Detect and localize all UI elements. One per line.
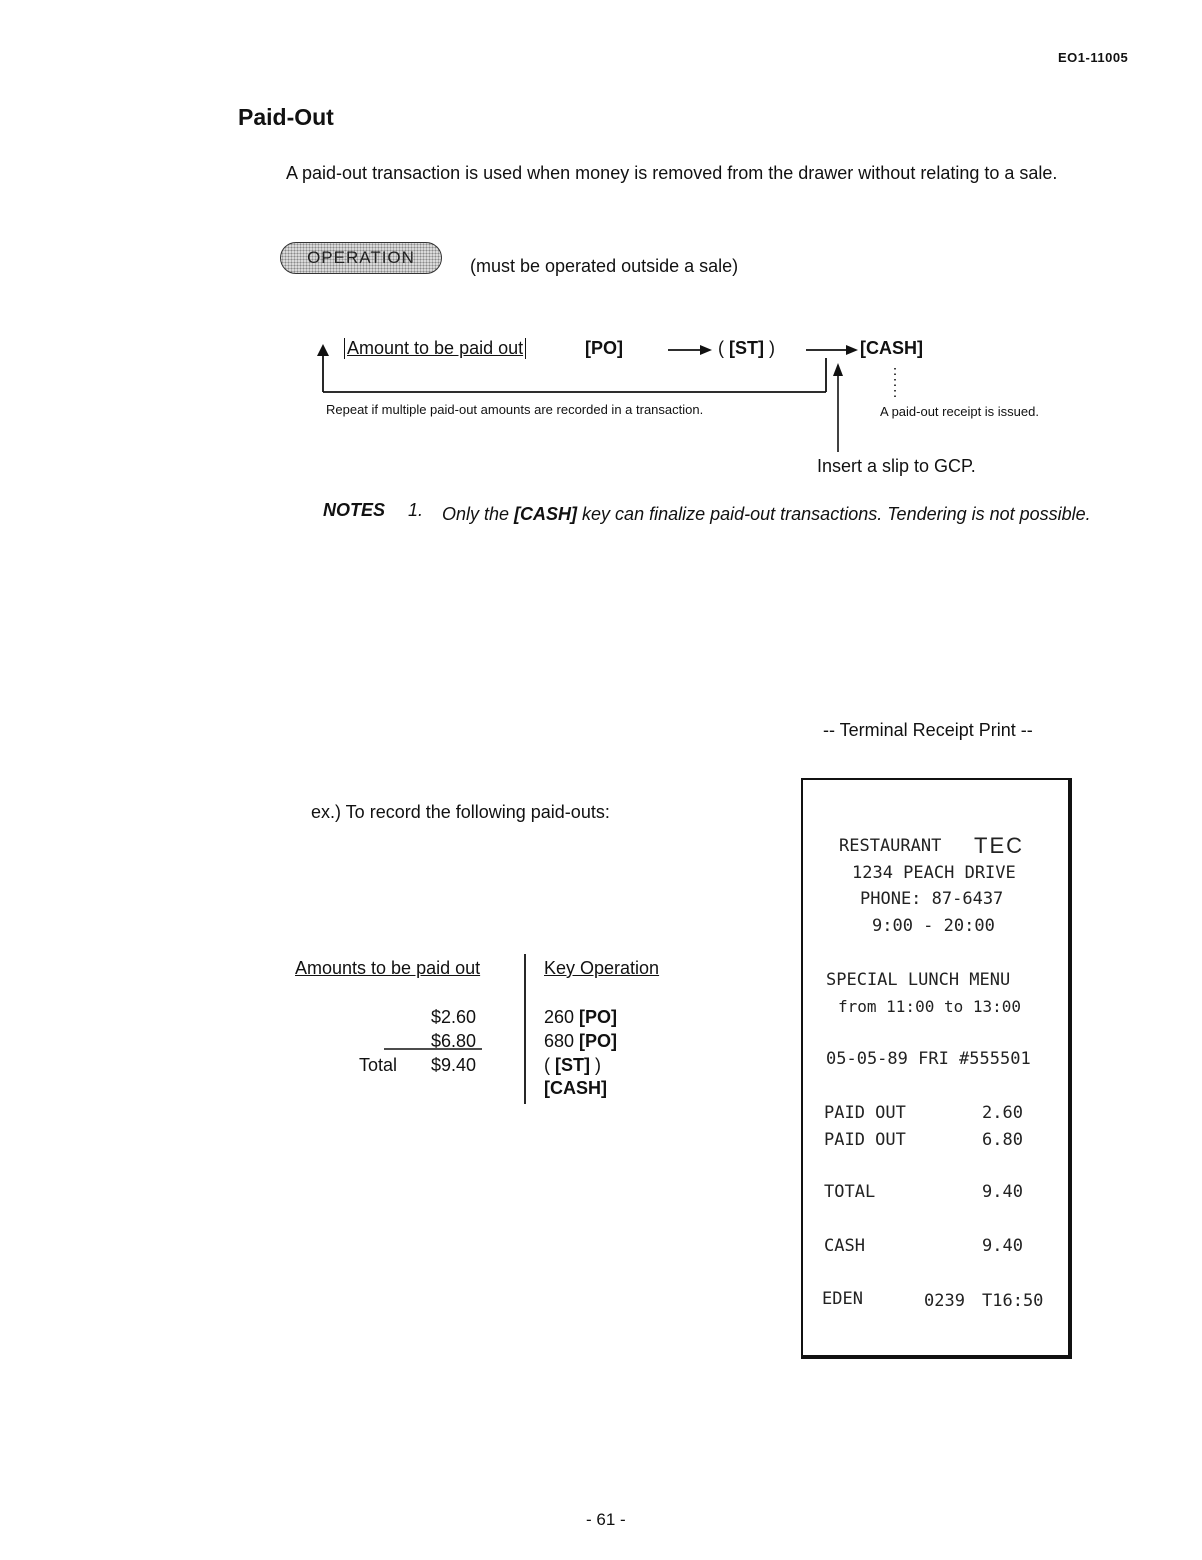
- receipt-store: RESTAURANT: [839, 836, 942, 856]
- page-title: Paid-Out: [238, 104, 334, 130]
- operation-badge: OPERATION: [280, 242, 442, 274]
- slip-note: Insert a slip to GCP.: [817, 456, 976, 476]
- key-op-row: [544, 1031, 617, 1052]
- amount-input-step: Amount to be paid out: [344, 338, 526, 359]
- key-op-key: [PO]: [579, 1007, 618, 1027]
- receipt-issued-note: A paid-out receipt is issued.: [880, 404, 1039, 419]
- amount-row: $6.80: [431, 1031, 477, 1051]
- notes-number: 1.: [408, 500, 424, 520]
- receipt-footer-time: T16:50: [982, 1291, 1044, 1311]
- receipt-address: 1234 PEACH DRIVE: [852, 863, 1016, 883]
- amount-row: $2.60: [431, 1007, 477, 1027]
- document-id: EO1-11005: [1058, 50, 1129, 65]
- receipt-phone: PHONE: 87-6437: [860, 889, 1004, 909]
- notes-text-after: key can finalize paid-out transactions. Tendering is not possible.: [577, 504, 1091, 524]
- receipt-cash-value: 9.40: [982, 1236, 1023, 1256]
- receipt-menu-hours: from 11:00 to 13:00: [838, 997, 1022, 1016]
- key-op-row: [544, 1007, 617, 1028]
- key-op-num: 680: [544, 1031, 580, 1051]
- repeat-note: Repeat if multiple paid-out amounts are recorded in a transaction.: [326, 402, 704, 417]
- notes-text-before: Only the: [442, 504, 515, 524]
- receipt-line-value: 6.80: [982, 1130, 1023, 1150]
- st-key-label: [ST]: [729, 338, 764, 358]
- amounts-header: Amounts to be paid out: [295, 958, 481, 978]
- po-key: [PO]: [585, 338, 623, 358]
- total-label: Total: [359, 1055, 398, 1075]
- receipt-footer-num: 0239: [924, 1291, 965, 1311]
- receipt-caption: -- Terminal Receipt Print --: [823, 720, 1033, 740]
- receipt-line-label: PAID OUT: [824, 1103, 906, 1123]
- operation-note: (must be operated outside a sale): [470, 256, 739, 276]
- key-op-key: [CASH]: [544, 1078, 607, 1098]
- intro-paragraph: A paid-out transaction is used when money is removed from the drawer without relating to a sale.: [286, 163, 1058, 183]
- key-op-num: 260: [544, 1007, 580, 1027]
- receipt-hours: 9:00 - 20:00: [872, 916, 995, 936]
- notes-label: NOTES: [323, 500, 386, 520]
- receipt-line-label: PAID OUT: [824, 1130, 906, 1150]
- key-op-key: [PO]: [579, 1031, 618, 1051]
- key-op-key: [ST]: [555, 1055, 590, 1075]
- cash-key: [CASH]: [860, 338, 923, 358]
- key-op-tail: ): [590, 1055, 601, 1075]
- key-op-num: (: [544, 1055, 555, 1075]
- total-amount: $9.40: [431, 1055, 477, 1075]
- receipt-logo: TEC: [974, 833, 1024, 858]
- receipt-cash-label: CASH: [824, 1236, 865, 1256]
- receipt-footer-name: EDEN: [822, 1289, 863, 1309]
- receipt-date-line: 05-05-89 FRI #555501: [826, 1049, 1031, 1069]
- key-op-row: [544, 1078, 607, 1099]
- notes-text-key: [CASH]: [514, 504, 578, 524]
- st-open: (: [718, 338, 729, 358]
- key-operation-header: Key Operation: [544, 958, 660, 978]
- page-number: - 61 -: [586, 1510, 626, 1529]
- example-intro: ex.) To record the following paid-outs:: [311, 802, 610, 822]
- receipt-menu: SPECIAL LUNCH MENU: [826, 970, 1011, 990]
- receipt-total-value: 9.40: [982, 1182, 1023, 1202]
- st-close: ): [764, 338, 775, 358]
- receipt-total-label: TOTAL: [824, 1182, 876, 1202]
- key-op-row: [544, 1055, 601, 1076]
- receipt-line-value: 2.60: [982, 1103, 1023, 1123]
